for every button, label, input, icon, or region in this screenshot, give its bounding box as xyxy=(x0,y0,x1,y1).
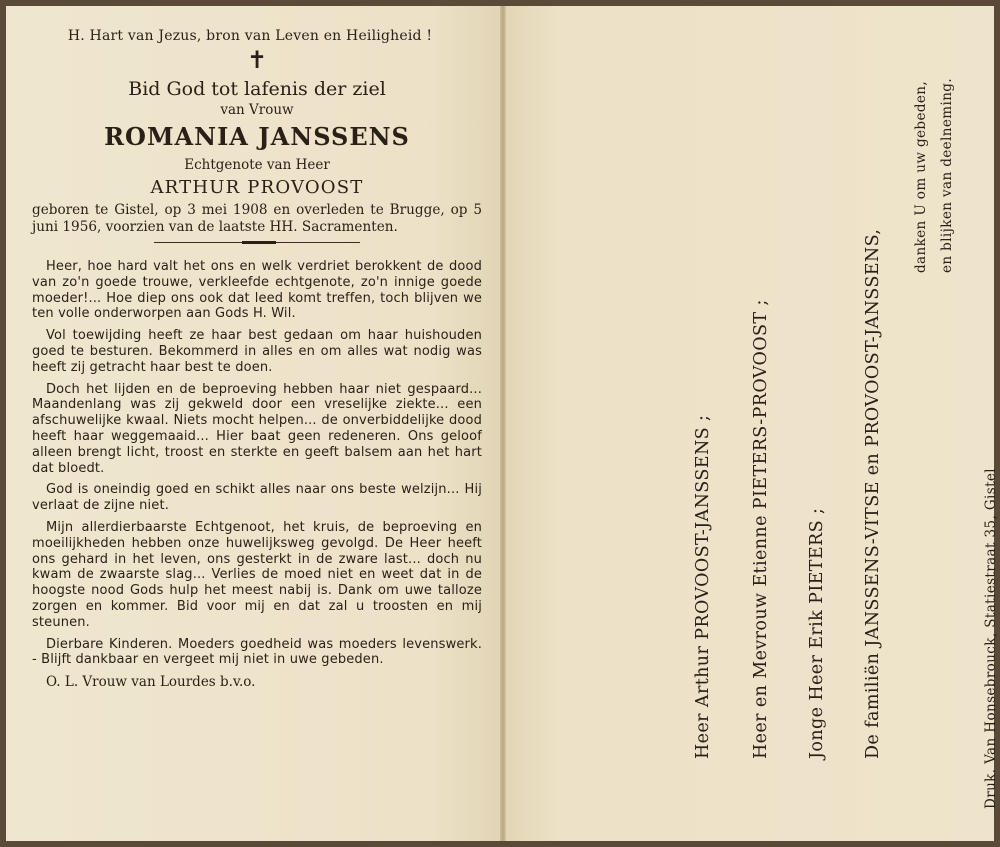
deceased-name: ROMANIA JANSSENS xyxy=(104,122,410,151)
van-vrouw: van Vrouw xyxy=(220,102,294,118)
paragraph-1: Heer, hoe hard valt het ons en welk verdriet berokkent de dood van zo'n goede trouwe, verkleefde echtgenote, zo'n innige goede moeder!... Hoe diep ons ook dat leed komt treffen, toch blijven we ten volle onderworpen aan Gods H. Wil. xyxy=(32,259,482,322)
motto: H. Hart van Jezus, bron van Leven en Heiligheid ! xyxy=(67,28,433,44)
printer-col xyxy=(968,6,998,841)
left-page-content xyxy=(32,28,482,690)
family-line-2-col xyxy=(736,6,771,841)
family-line-4-col xyxy=(848,6,883,841)
family-line-3-col xyxy=(792,6,827,841)
closing-line: O. L. Vrouw van Lourdes b.v.o. xyxy=(46,674,256,691)
spouse-name: ARTHUR PROVOOST xyxy=(150,177,364,198)
family-line-4: De familiën JANSSENS-VITSE en PROVOOST-JANSSENS, xyxy=(863,228,883,759)
cross-icon: ✝ xyxy=(246,46,268,74)
family-line-1: Heer Arthur PROVOOST-JANSSENS ; xyxy=(693,414,713,759)
thanks-line-2-col xyxy=(924,6,954,841)
family-line-1-col xyxy=(678,6,713,841)
prayer-line: Bid God tot lafenis der ziel xyxy=(128,78,386,100)
family-line-3: Jonge Heer Erik PIETERS ; xyxy=(807,507,827,759)
memorial-card xyxy=(6,6,999,841)
birth-death-text: geboren te Gistel, op 3 mei 1908 en overleden te Brugge, op 5 juni 1956, voorzien van de laatste HH. Sacramenten. xyxy=(32,202,482,235)
spouse-intro: Echtgenote van Heer xyxy=(184,157,330,173)
paragraph-5: Mijn allerdierbaarste Echtgenoot, het kruis, de beproeving en moeilijkheden hebben onze huwelijksweg gevolgd. De Heer heeft ons gehard in het leven, ons gesterkt in de zware last... doch nu kwam de zwaarste slag... Verlies de moed niet en weet dat in de hoogste nood Gods hulp het meest nabij is. Dank om uwe talloze zorgen en kommer. Bid voor mij en dat zal u troosten en mij steunen. xyxy=(32,519,482,630)
family-line-2: Heer en Mevrouw Etienne PIETERS-PROVOOST ; xyxy=(751,299,771,759)
paragraph-6: Dierbare Kinderen. Moeders goedheid was moeders levenswerk. - Blijft dankbaar en vergeet mij niet in uwe gebeden. xyxy=(32,636,482,668)
left-page xyxy=(6,6,500,841)
printer-line: Druk. Van Honsebrouck, Statiestraat 35, Gistel xyxy=(983,467,999,809)
thanks-line-2: en blijken van deelneming. xyxy=(939,77,955,273)
right-page xyxy=(506,6,999,841)
divider xyxy=(32,237,482,249)
paragraph-3: Doch het lijden en de beproeving hebben haar niet gespaard... Maandenlang was zij gekweld door een vreselijke ziekte... een afschuwelijke kwaal. Niets mocht helpen... de onverbiddelijke dood heeft haar weggemaaid... Hier baat geen redeneren. Ons geloof alleen brengt licht, troost en sterkte en geeft balsem aan het hart dat bloedt. xyxy=(32,381,482,476)
thanks-line-1: danken U om uw gebeden, xyxy=(913,80,929,273)
paragraph-2: Vol toewijding heeft ze haar best gedaan om haar huishouden goed te besturen. Bekommerd in alles en om alles wat nodig was heeft zij getracht haar best te doen. xyxy=(32,328,482,375)
paragraph-4: God is oneindig goed en schikt alles naar ons beste welzijn... Hij verlaat de zijne niet. xyxy=(32,482,482,514)
